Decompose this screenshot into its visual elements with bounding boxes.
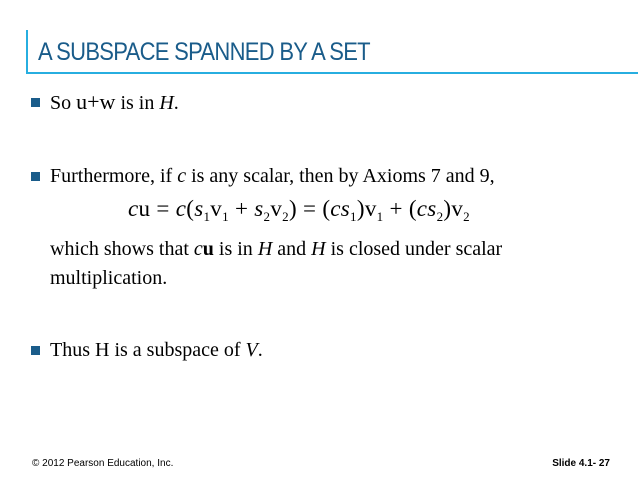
eq-open-paren: ( <box>186 196 195 221</box>
cont-text-1: which shows that <box>50 238 189 260</box>
footer-slide-number: Slide 4.1- 27 <box>552 458 610 469</box>
vector-w: w <box>99 89 116 114</box>
is-in-text: is in <box>120 92 155 114</box>
vector-u: u <box>76 89 88 114</box>
cont-H1: H <box>257 238 273 260</box>
bullet-marker-3 <box>31 346 40 355</box>
bullet-2-text <box>50 164 495 188</box>
title-horizontal-rule <box>26 72 638 74</box>
bullet-3-text <box>50 338 263 362</box>
cont-H2: H <box>311 238 326 260</box>
bullet-3-part1: Thus H is a subspace of <box>50 339 241 361</box>
eq-s2-sub: 2 <box>263 209 271 224</box>
space-V: V <box>245 339 258 361</box>
so-word: So <box>50 92 72 114</box>
cont-u-bold: u <box>202 238 214 260</box>
eq-v4-sub: 2 <box>463 209 470 224</box>
bullet-1-text <box>50 90 179 115</box>
eq-v3-sub: 1 <box>376 209 384 224</box>
continuation-line-1 <box>50 237 502 261</box>
eq-plus-1: + <box>228 196 255 221</box>
eq-c2: c <box>175 196 187 221</box>
title-vertical-rule <box>26 30 28 74</box>
bullet-3-period: . <box>257 339 263 361</box>
eq-v2: v <box>270 196 283 221</box>
cont-c: c <box>193 238 203 260</box>
eq-equals-1: = <box>150 196 176 221</box>
cont-text-2: is in <box>218 238 253 260</box>
eq-cs1: cs <box>330 196 351 221</box>
cont-text-4: is closed under scalar <box>330 238 503 260</box>
eq-close-paren-2: ) <box>356 196 365 221</box>
equation <box>128 196 470 225</box>
eq-open-paren-2: ( <box>322 196 331 221</box>
bullet-2-part1: Furthermore, if <box>50 165 173 187</box>
eq-v2-sub: 2 <box>282 209 289 224</box>
eq-c: c <box>128 196 139 221</box>
footer-copyright: © 2012 Pearson Education, Inc. <box>32 458 174 469</box>
period: . <box>173 92 179 114</box>
slide-title: A SUBSPACE SPANNED BY A SET <box>38 38 370 66</box>
eq-s1-sub: 1 <box>203 209 211 224</box>
bullet-marker-1 <box>31 98 40 107</box>
cont-text-3: and <box>277 238 307 260</box>
plus-sign: + <box>87 89 100 114</box>
eq-open-paren-3: ( <box>408 196 417 221</box>
eq-v1: v <box>210 196 223 221</box>
eq-cs2: cs <box>416 196 437 221</box>
eq-v3: v <box>364 196 377 221</box>
bullet-marker-2 <box>31 172 40 181</box>
eq-v4: v <box>451 196 464 221</box>
eq-s1: s <box>194 196 204 221</box>
set-H: H <box>159 92 174 114</box>
eq-close-paren-3: ) <box>443 196 452 221</box>
eq-s2: s <box>254 196 264 221</box>
eq-plus-2: + <box>383 196 409 221</box>
eq-v1-sub: 1 <box>222 209 229 224</box>
scalar-c: c <box>177 165 187 187</box>
eq-cs1-sub: 1 <box>350 209 357 224</box>
eq-cs2-sub: 2 <box>436 209 444 224</box>
eq-equals-2: = <box>296 196 323 221</box>
eq-u: u <box>138 196 151 221</box>
eq-close-paren: ) <box>288 196 297 221</box>
continuation-line-2: multiplication. <box>50 267 168 289</box>
bullet-2-part2: is any scalar, then by Axioms 7 and 9, <box>191 165 495 187</box>
